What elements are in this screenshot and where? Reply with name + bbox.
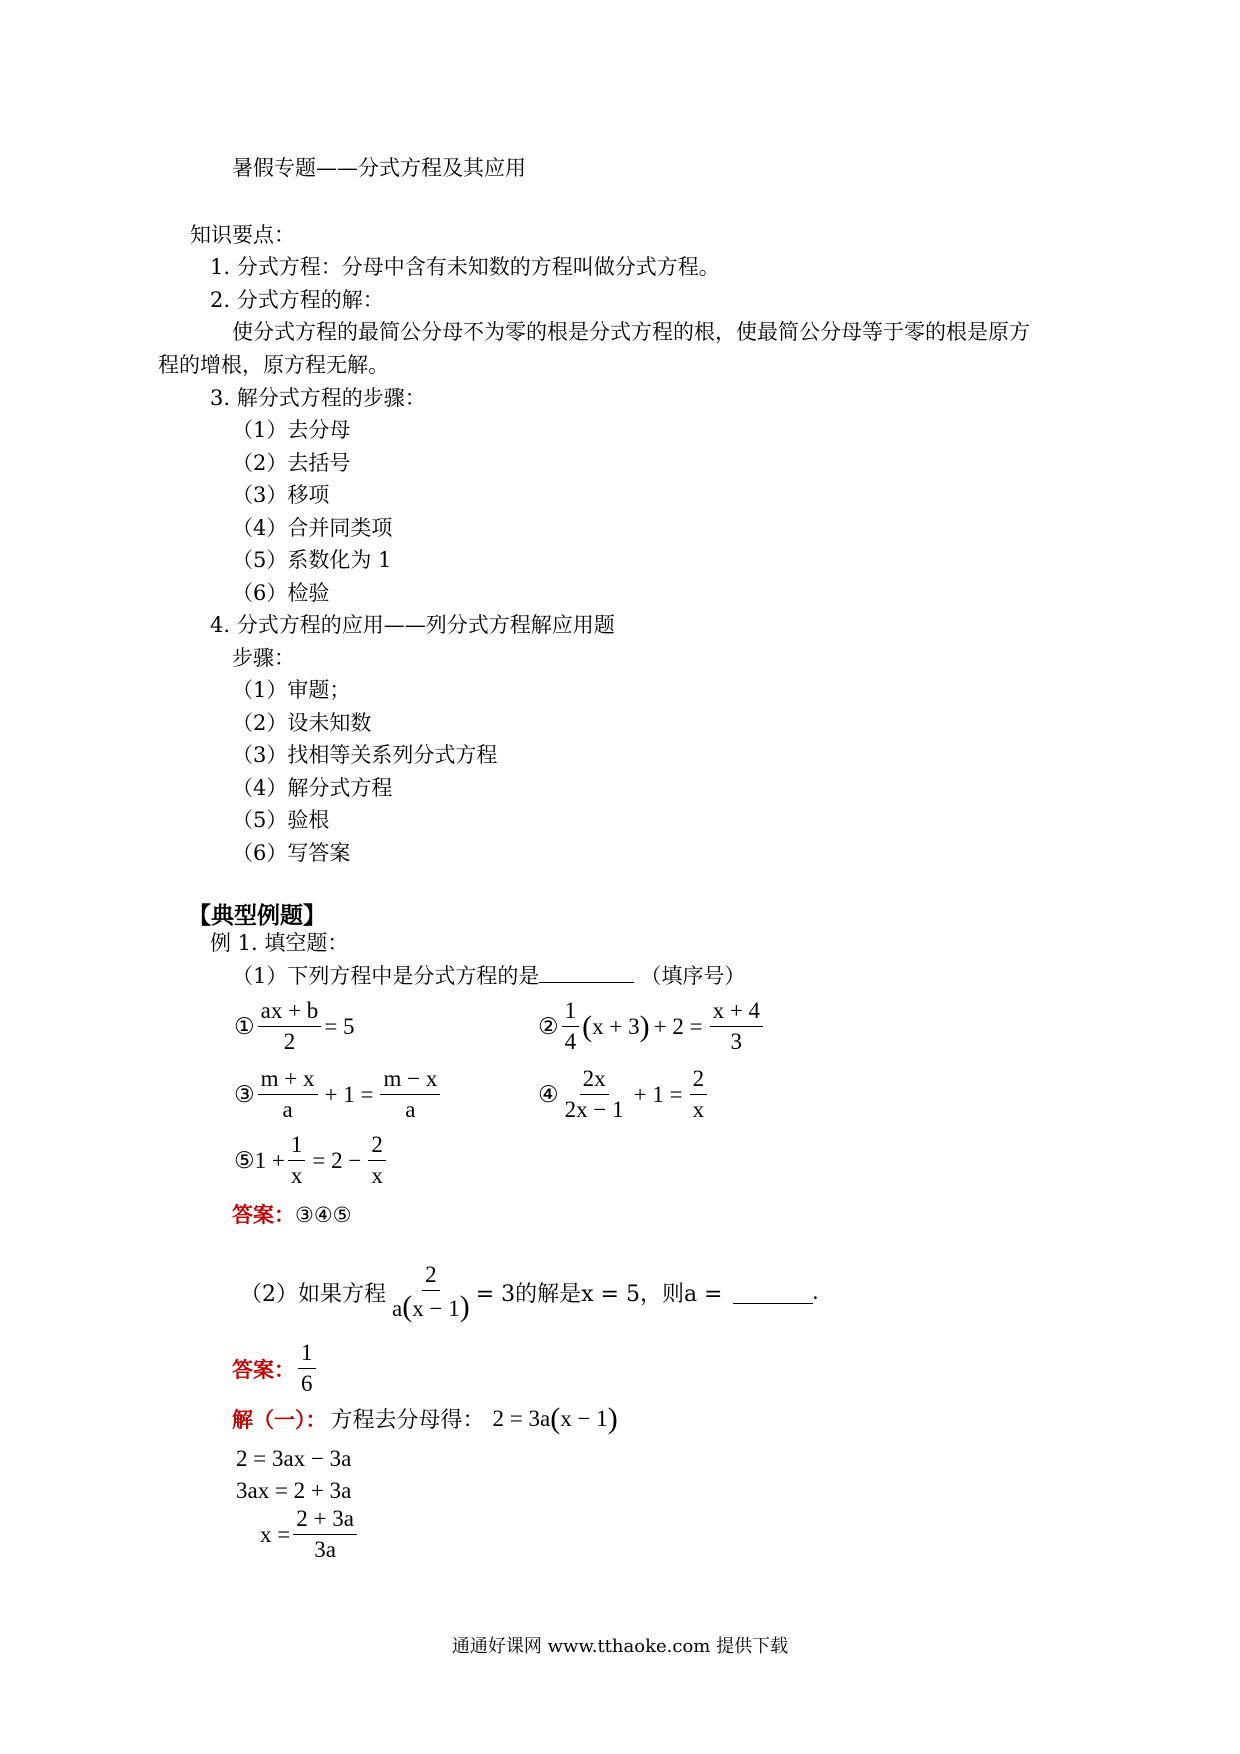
application-step-4: （4）解分式方程: [232, 776, 393, 800]
page-footer: 通通好课网 www.tthaoke.com 提供下载: [451, 1636, 789, 1657]
option-5-rhs-fraction: [368, 1132, 386, 1190]
option-5-denominator: x: [290, 1163, 303, 1189]
solution-label: 解（一）：: [232, 1406, 327, 1432]
knowledge-point-4: 4. 分式方程的应用——列分式方程解应用题: [210, 613, 615, 637]
solution-eq3-fraction: [293, 1506, 357, 1564]
option-5-rhs-numerator: 2: [368, 1132, 386, 1161]
denominator-inner: x − 1: [412, 1296, 460, 1322]
option-5-numerator: 1: [288, 1132, 306, 1161]
option-3-mark: ③: [234, 1081, 255, 1107]
solution-eq0-inner: x − 1: [560, 1405, 608, 1431]
question-1-suffix: （填序号）: [640, 964, 746, 988]
knowledge-point-2-body-cont: 程的增根，原方程无解。: [158, 353, 389, 377]
solve-step-3: （3）移项: [232, 483, 330, 507]
knowledge-point-2-body: 使分式方程的最简公分母不为零的根是分式方程的根，使最简公分母等于零的根是原方: [232, 320, 1030, 344]
option-3-fraction: [258, 1066, 318, 1124]
solve-step-2: （2）去括号: [232, 451, 351, 475]
option-2-fraction: [562, 998, 580, 1056]
open-paren: (: [402, 1290, 413, 1324]
question-2-mid: = 3的解是x = 5，则a =: [475, 1281, 723, 1307]
option-2-equation: [538, 998, 766, 1056]
knowledge-heading: 知识要点：: [190, 223, 295, 247]
option-4-rhs-fraction: [690, 1066, 708, 1124]
solution-eq0: 2 = 3a: [492, 1405, 551, 1431]
answer-label: 答案：: [232, 1356, 295, 1382]
denominator-a: a: [392, 1296, 403, 1322]
answer-2-numerator: 1: [298, 1340, 316, 1369]
solve-step-5: （5）系数化为 1: [232, 548, 392, 572]
option-3-rhs-denominator: a: [405, 1097, 416, 1123]
option-4-fraction: [562, 1066, 627, 1124]
option-2-mark: ②: [538, 1013, 559, 1039]
solution-text: 方程去分母得：: [330, 1408, 485, 1433]
answer-2: [232, 1340, 319, 1398]
application-step-3: （3）找相等关系列分式方程: [232, 743, 498, 767]
solution-eq2: 3ax = 2 + 3a: [236, 1478, 352, 1503]
application-step-6: （6）写答案: [232, 841, 351, 865]
question-1-text: （1）下列方程中是分式方程的是: [232, 964, 540, 988]
option-5-mid: = 2 −: [312, 1147, 362, 1173]
question-2: [240, 1262, 818, 1323]
option-1-equation: [234, 998, 355, 1056]
close-paren: ): [639, 1010, 650, 1044]
close-paren: ): [607, 1402, 618, 1435]
option-2-rhs-fraction: [710, 998, 763, 1056]
question-2-denominator: [389, 1291, 473, 1322]
knowledge-point-2: 2. 分式方程的解：: [210, 288, 384, 312]
option-2-rhs-denominator: 3: [730, 1029, 743, 1055]
option-3-denominator: a: [282, 1097, 293, 1123]
example-1-label: 例 1. 填空题：: [210, 931, 349, 955]
option-5-fraction: [288, 1132, 306, 1190]
knowledge-point-1: 1. 分式方程：分母中含有未知数的方程叫做分式方程。: [210, 255, 720, 279]
solution-line: [232, 1403, 618, 1434]
question-2-prefix: （2）如果方程: [240, 1281, 386, 1307]
answer-blank: [733, 1281, 813, 1304]
option-5-lhs: 1 +: [254, 1147, 285, 1173]
question-2-fraction: [389, 1262, 473, 1323]
answer-2-denominator: 6: [301, 1371, 313, 1397]
answer-1-value: ③④⑤: [295, 1203, 352, 1227]
option-3-equation: [234, 1066, 443, 1124]
option-5-equation: [234, 1132, 389, 1190]
option-2-denominator: 4: [564, 1029, 577, 1055]
option-3-rhs-fraction: [380, 1066, 440, 1124]
option-1-rhs: = 5: [324, 1013, 355, 1039]
solution-eq3-numerator: 2 + 3a: [293, 1506, 357, 1535]
option-4-equation: [538, 1066, 710, 1124]
application-step-2: （2）设未知数: [232, 711, 372, 735]
option-4-rhs-numerator: 2: [690, 1066, 708, 1095]
solution-eq3-lhs: x =: [260, 1521, 291, 1547]
page-title: 暑假专题——分式方程及其应用: [232, 156, 526, 180]
application-step-1: （1）审题；: [232, 678, 351, 702]
option-4-rhs-denominator: x: [692, 1097, 705, 1123]
solution-eq3: [260, 1506, 360, 1564]
option-4-numerator: 2x: [580, 1066, 609, 1095]
question-2-end: .: [812, 1279, 819, 1305]
answer-2-fraction: [298, 1340, 316, 1398]
option-1-denominator: 2: [283, 1029, 296, 1055]
solve-step-4: （4）合并同类项: [232, 516, 393, 540]
option-4-denominator: 2x − 1: [564, 1097, 624, 1123]
option-2-paren-content: x + 3: [592, 1013, 640, 1039]
option-1-numerator: ax + b: [258, 998, 322, 1027]
solution-eq3-denominator: 3a: [314, 1537, 336, 1563]
answer-blank: [539, 982, 634, 983]
knowledge-point-3: 3. 解分式方程的步骤：: [210, 386, 426, 410]
solve-step-6: （6）检验: [232, 581, 330, 605]
close-paren: ): [459, 1290, 470, 1324]
answer-1: [232, 1204, 351, 1226]
open-paren: (: [550, 1402, 561, 1435]
option-3-rhs-numerator: m − x: [380, 1066, 440, 1095]
option-3-numerator: m + x: [258, 1066, 318, 1095]
option-5-rhs-denominator: x: [371, 1163, 383, 1189]
application-steps-label: 步骤：: [232, 646, 295, 670]
option-1-fraction: [258, 998, 322, 1056]
examples-heading: 【典型例题】: [188, 902, 326, 929]
open-paren: (: [582, 1010, 593, 1044]
option-2-plus: + 2 =: [653, 1013, 703, 1039]
application-step-5: （5）验根: [232, 808, 330, 832]
option-2-rhs-numerator: x + 4: [710, 998, 763, 1027]
question-2-numerator: 2: [422, 1262, 440, 1291]
question-1: [232, 966, 745, 987]
option-4-plus: + 1 =: [633, 1081, 683, 1107]
option-5-mark: ⑤: [234, 1147, 255, 1173]
solve-step-1: （1）去分母: [232, 418, 351, 442]
answer-label: 答案：: [232, 1202, 295, 1227]
option-2-numerator: 1: [562, 998, 580, 1027]
solution-eq1: 2 = 3ax − 3a: [236, 1446, 352, 1471]
option-1-mark: ①: [234, 1013, 255, 1039]
option-3-plus: + 1 =: [324, 1081, 374, 1107]
option-4-mark: ④: [538, 1081, 559, 1107]
